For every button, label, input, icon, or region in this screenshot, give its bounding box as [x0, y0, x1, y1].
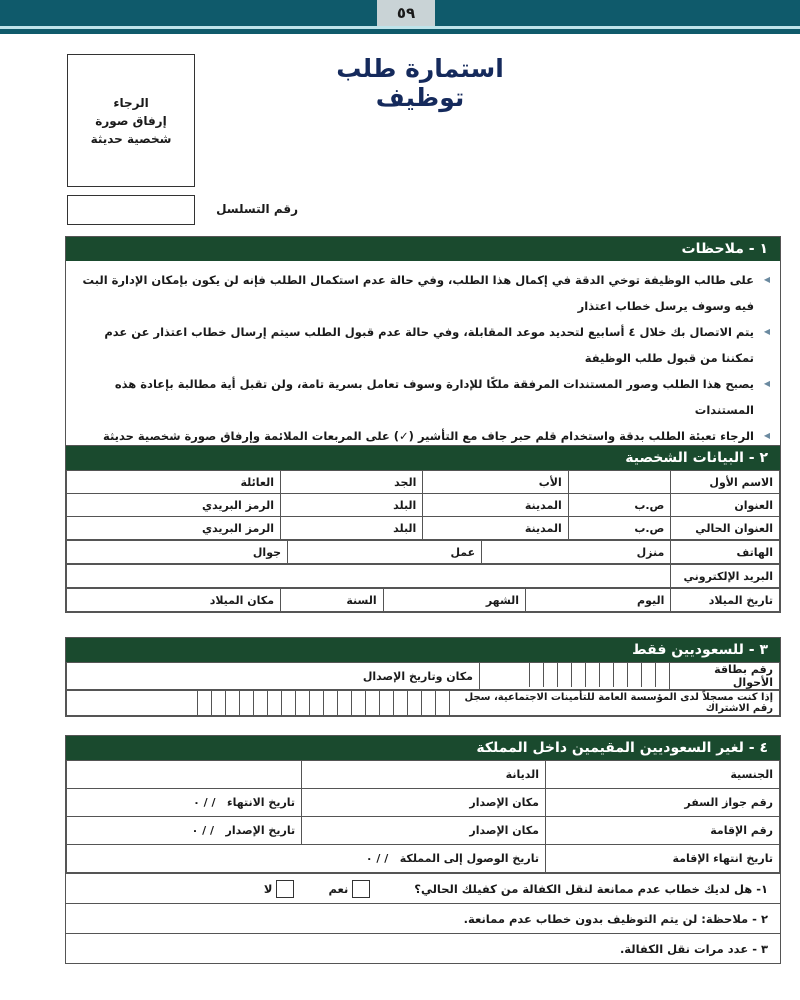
digit-box[interactable] [641, 663, 655, 687]
note-item: ◀ يصبح هذا الطلب وصور المستندات المرفقة ملكًا للإدارة وسوف تعامل بسرية تامة، ولن تقبل أية مطالبة بإعادة هذه المستندات [76, 371, 770, 423]
digit-box[interactable] [197, 691, 211, 715]
address-label: العنوان [671, 494, 780, 517]
section-title: ٢ - البيانات الشخصية [66, 446, 780, 470]
photo-instruction-line: إرفاق صورة [95, 113, 167, 128]
digit-box[interactable] [543, 663, 557, 687]
city-field[interactable]: المدينة [423, 494, 568, 517]
table-row [67, 494, 780, 517]
table-row [67, 589, 780, 612]
section-notes [65, 236, 781, 456]
family-name-field[interactable]: العائلة [67, 471, 281, 494]
section-saudis-only [65, 637, 781, 717]
yes-label: نعم [328, 881, 349, 896]
birth-date-label: تاريخ الميلاد [671, 589, 780, 612]
section-title: ١ - ملاحظات [66, 237, 780, 261]
photo-instruction-line: الرجاء [113, 95, 149, 110]
email-label: البريد الإلكتروني [671, 565, 780, 588]
section-title: ٣ - للسعوديين فقط [66, 638, 780, 662]
serial-number-field[interactable] [67, 195, 195, 225]
gosi-number-boxes[interactable] [67, 691, 450, 716]
birth-year-field[interactable]: السنة [281, 589, 384, 612]
digit-box[interactable] [655, 663, 669, 687]
table-row [67, 789, 780, 817]
digit-box[interactable] [253, 691, 267, 715]
note-item: ◀ يتم الاتصال بك خلال ٤ أسابيع لتحديد موعد المقابلة، وفي حالة عدم قبول الطلب سيتم إرسال خطاب اعتذار عن عدم تمكننا من قبول طلب الوظيفة [76, 319, 770, 371]
first-name-label: الاسم الأول [671, 471, 780, 494]
po-box-field[interactable]: ص.ب [568, 494, 671, 517]
father-name-field[interactable]: الأب [423, 471, 568, 494]
digit-box[interactable] [407, 691, 421, 715]
digit-box[interactable] [211, 691, 225, 715]
iqama-number-field[interactable]: رقم الإقامة [546, 817, 780, 845]
home-phone-field[interactable]: منزل [482, 541, 671, 564]
issue-place-date-field[interactable]: مكان وتاريخ الإصدال [67, 663, 480, 690]
section-personal-data [65, 445, 781, 613]
digit-box[interactable] [295, 691, 309, 715]
digit-box[interactable] [309, 691, 323, 715]
bullet-icon: ◀ [763, 275, 770, 284]
first-name-field[interactable] [568, 471, 671, 494]
nationality-field[interactable]: الجنسية [546, 761, 780, 789]
country-field[interactable]: البلد [281, 517, 423, 540]
bullet-icon: ◀ [763, 431, 770, 440]
digit-box[interactable] [585, 663, 599, 687]
no-checkbox[interactable] [276, 880, 294, 898]
digit-box[interactable] [613, 663, 627, 687]
birth-place-field[interactable]: مكان الميلاد [67, 589, 281, 612]
bullet-icon: ◀ [763, 327, 770, 336]
iqama-issue-date-field[interactable]: تاريخ الإصدار / / ٠ [67, 817, 302, 845]
bullet-icon: ◀ [763, 379, 770, 388]
note-item: ◀ على طالب الوظيفة توخي الدقة في إكمال هذا الطلب، وفي حالة عدم استكمال الطلب فإنه لن يكون بإمكان الإدارة البت فيه وسوف يرسل خطاب اعتذار [76, 267, 770, 319]
mobile-phone-field[interactable]: جوال [67, 541, 288, 564]
phone-label: الهاتف [671, 541, 780, 564]
table-row [67, 471, 780, 494]
section-title: ٤ - لغير السعوديين المقيمين داخل المملكة [66, 736, 780, 760]
id-card-number-boxes[interactable] [480, 663, 670, 690]
po-box-field[interactable]: ص.ب [568, 517, 671, 540]
digit-box[interactable] [281, 691, 295, 715]
id-card-label: رقم بطاقة الأحوال [670, 663, 780, 690]
digit-box[interactable] [393, 691, 407, 715]
digit-box[interactable] [365, 691, 379, 715]
passport-expiry-field[interactable]: تاريخ الانتهاء / / ٠ [67, 789, 302, 817]
photo-instruction-line: شخصية حديثة [90, 131, 172, 146]
religion-field[interactable]: الديانة [302, 761, 546, 789]
table-row [67, 663, 780, 690]
digit-box[interactable] [323, 691, 337, 715]
table-row [67, 541, 780, 564]
digit-box[interactable] [421, 691, 435, 715]
arrival-date-field[interactable]: تاريخ الوصول إلى المملكة / / ٠ [67, 845, 546, 873]
no-objection-note: ٢ - ملاحظة: لن يتم التوظيف بدون خطاب عدم ممانعة. [66, 903, 780, 933]
table-row [67, 761, 780, 789]
digit-box[interactable] [351, 691, 365, 715]
birth-month-field[interactable]: الشهر [383, 589, 525, 612]
religion-extra-field[interactable] [67, 761, 302, 789]
work-phone-field[interactable]: عمل [288, 541, 482, 564]
passport-issue-place-field[interactable]: مكان الإصدار [302, 789, 546, 817]
serial-number-label: رقم التسلسل [216, 202, 298, 216]
digit-box[interactable] [571, 663, 585, 687]
table-row [67, 517, 780, 540]
digit-box[interactable] [529, 663, 543, 687]
table-row [67, 691, 780, 716]
transfer-question: ١- هل لديك خطاب عدم ممانعة لنقل الكفالة من كفيلك الحالي؟ نعم لا [66, 873, 780, 903]
current-address-label: العنوان الحالي [671, 517, 780, 540]
email-field[interactable] [67, 565, 671, 588]
postal-code-field[interactable]: الرمز البريدي [67, 494, 281, 517]
birth-day-field[interactable]: اليوم [526, 589, 671, 612]
country-field[interactable]: البلد [281, 494, 423, 517]
note-item: ◀ الرجاء تعبئة الطلب بدقة واستخدام قلم حبر جاف مع التأشير (✓) على المربعات الملائمة وإرفاق صورة شخصية حديثة [76, 423, 770, 449]
grandfather-name-field[interactable]: الجد [281, 471, 423, 494]
digit-box[interactable] [337, 691, 351, 715]
no-label: لا [263, 881, 273, 896]
table-row [67, 817, 780, 845]
table-row [67, 845, 780, 873]
page-number: ٥٩ [377, 0, 435, 26]
section-non-saudis [65, 735, 781, 964]
digit-box[interactable] [239, 691, 253, 715]
iqama-expiry-field[interactable]: تاريخ انتهاء الإقامة [546, 845, 780, 873]
gosi-label: إذا كنت مسجلاً لدى المؤسسة العامة للتأمينات الاجتماعية، سجل رقم الاشتراك [450, 691, 780, 716]
transfer-count-field[interactable]: ٣ - عدد مرات نقل الكفالة. [66, 933, 780, 963]
digit-box[interactable] [557, 663, 571, 687]
digit-box[interactable] [225, 691, 239, 715]
digit-box[interactable] [627, 663, 641, 687]
digit-box[interactable] [379, 691, 393, 715]
yes-checkbox[interactable] [352, 880, 370, 898]
table-row [67, 565, 780, 588]
page-title: استمارة طلب توظيف [336, 54, 504, 112]
digit-box[interactable] [267, 691, 281, 715]
digit-box[interactable] [435, 691, 449, 715]
city-field[interactable]: المدينة [423, 517, 568, 540]
digit-box[interactable] [599, 663, 613, 687]
postal-code-field[interactable]: الرمز البريدي [67, 517, 281, 540]
passport-number-field[interactable]: رقم جواز السفر [546, 789, 780, 817]
header-rule-dark [0, 29, 800, 34]
iqama-issue-place-field[interactable]: مكان الإصدار [302, 817, 546, 845]
photo-box[interactable] [67, 54, 195, 187]
